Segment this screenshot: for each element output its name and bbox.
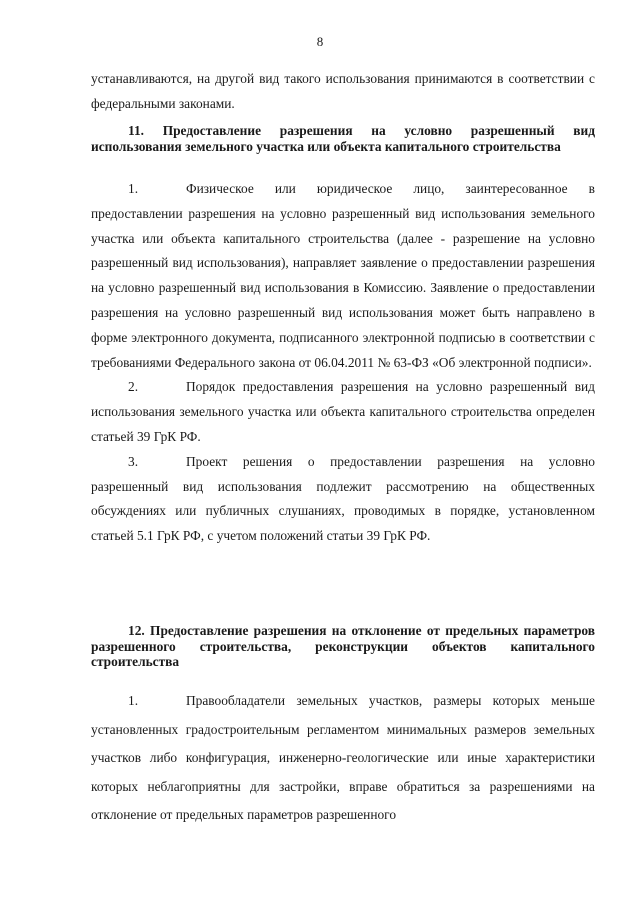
section-12-heading-text: 12. Предоставление разрешения на отклонение от предельных параметров разрешенного строительства, реконструкции объектов капитального строительства [91,623,595,670]
section-11-body [91,177,595,549]
section-11-item-3 [91,450,595,549]
item-number: 3. [128,453,139,469]
section-12-heading [91,623,595,670]
item-text: Правообладатели земельных участков, размеры которых меньше установленных градостроительным регламентом минимальных размеров земельных участков либо конфигурация, инженерно-геологические или иные характеристики которых неблагоприятны для застройки, вправе обратиться за разрешениями на отклонение от предельных параметров разрешенного [91,693,595,822]
section-12-body [91,687,595,830]
page-number: 8 [316,34,324,49]
item-text: Проект решения о предоставлении разрешения на условно разрешенный вид использования подлежит рассмотрению на общественных обсуждениях или публичных слушаниях, проводимых в порядке, установленном статьей 5.1 ГрК РФ, с учетом положений статьи 39 ГрК РФ. [91,453,595,544]
item-text: Физическое или юридическое лицо, заинтересованное в предоставлении разрешения на условно разрешенный вид использования земельного участка или объекта капитального строительства (далее - разрешение на условно разрешенный вид использования), направляет заявление о предоставлении разрешения на условно разрешенный вид использования в Комиссию. Заявление о предоставлении разрешения на условно разрешенный вид использования может быть направлено в форме электронного документа, подписанного электронной подписью в соответствии с требованиями Федерального закона от 06.04.2011 № 63-ФЗ «Об электронной подписи». [91,181,595,370]
section-12-item-1 [91,687,595,830]
intro-paragraph: устанавливаются, на другой вид такого использования принимаются в соответствии с федеральными законами. [91,71,595,111]
section-11-item-2 [91,375,595,449]
section-11-heading-text: 11. Предоставление разрешения на условно разрешенный вид использования земельного участка или объекта капитального строительства [91,123,595,154]
item-number: 1. [128,693,139,708]
item-text: Порядок предоставления разрешения на условно разрешенный вид использования земельного участка или объекта капитального строительства определен статьей 39 ГрК РФ. [91,379,595,444]
item-number: 2. [128,379,139,395]
item-number: 1. [128,181,139,196]
intro-paragraph-block [91,67,595,117]
section-11-heading [91,123,595,154]
section-11-item-1 [91,177,595,375]
